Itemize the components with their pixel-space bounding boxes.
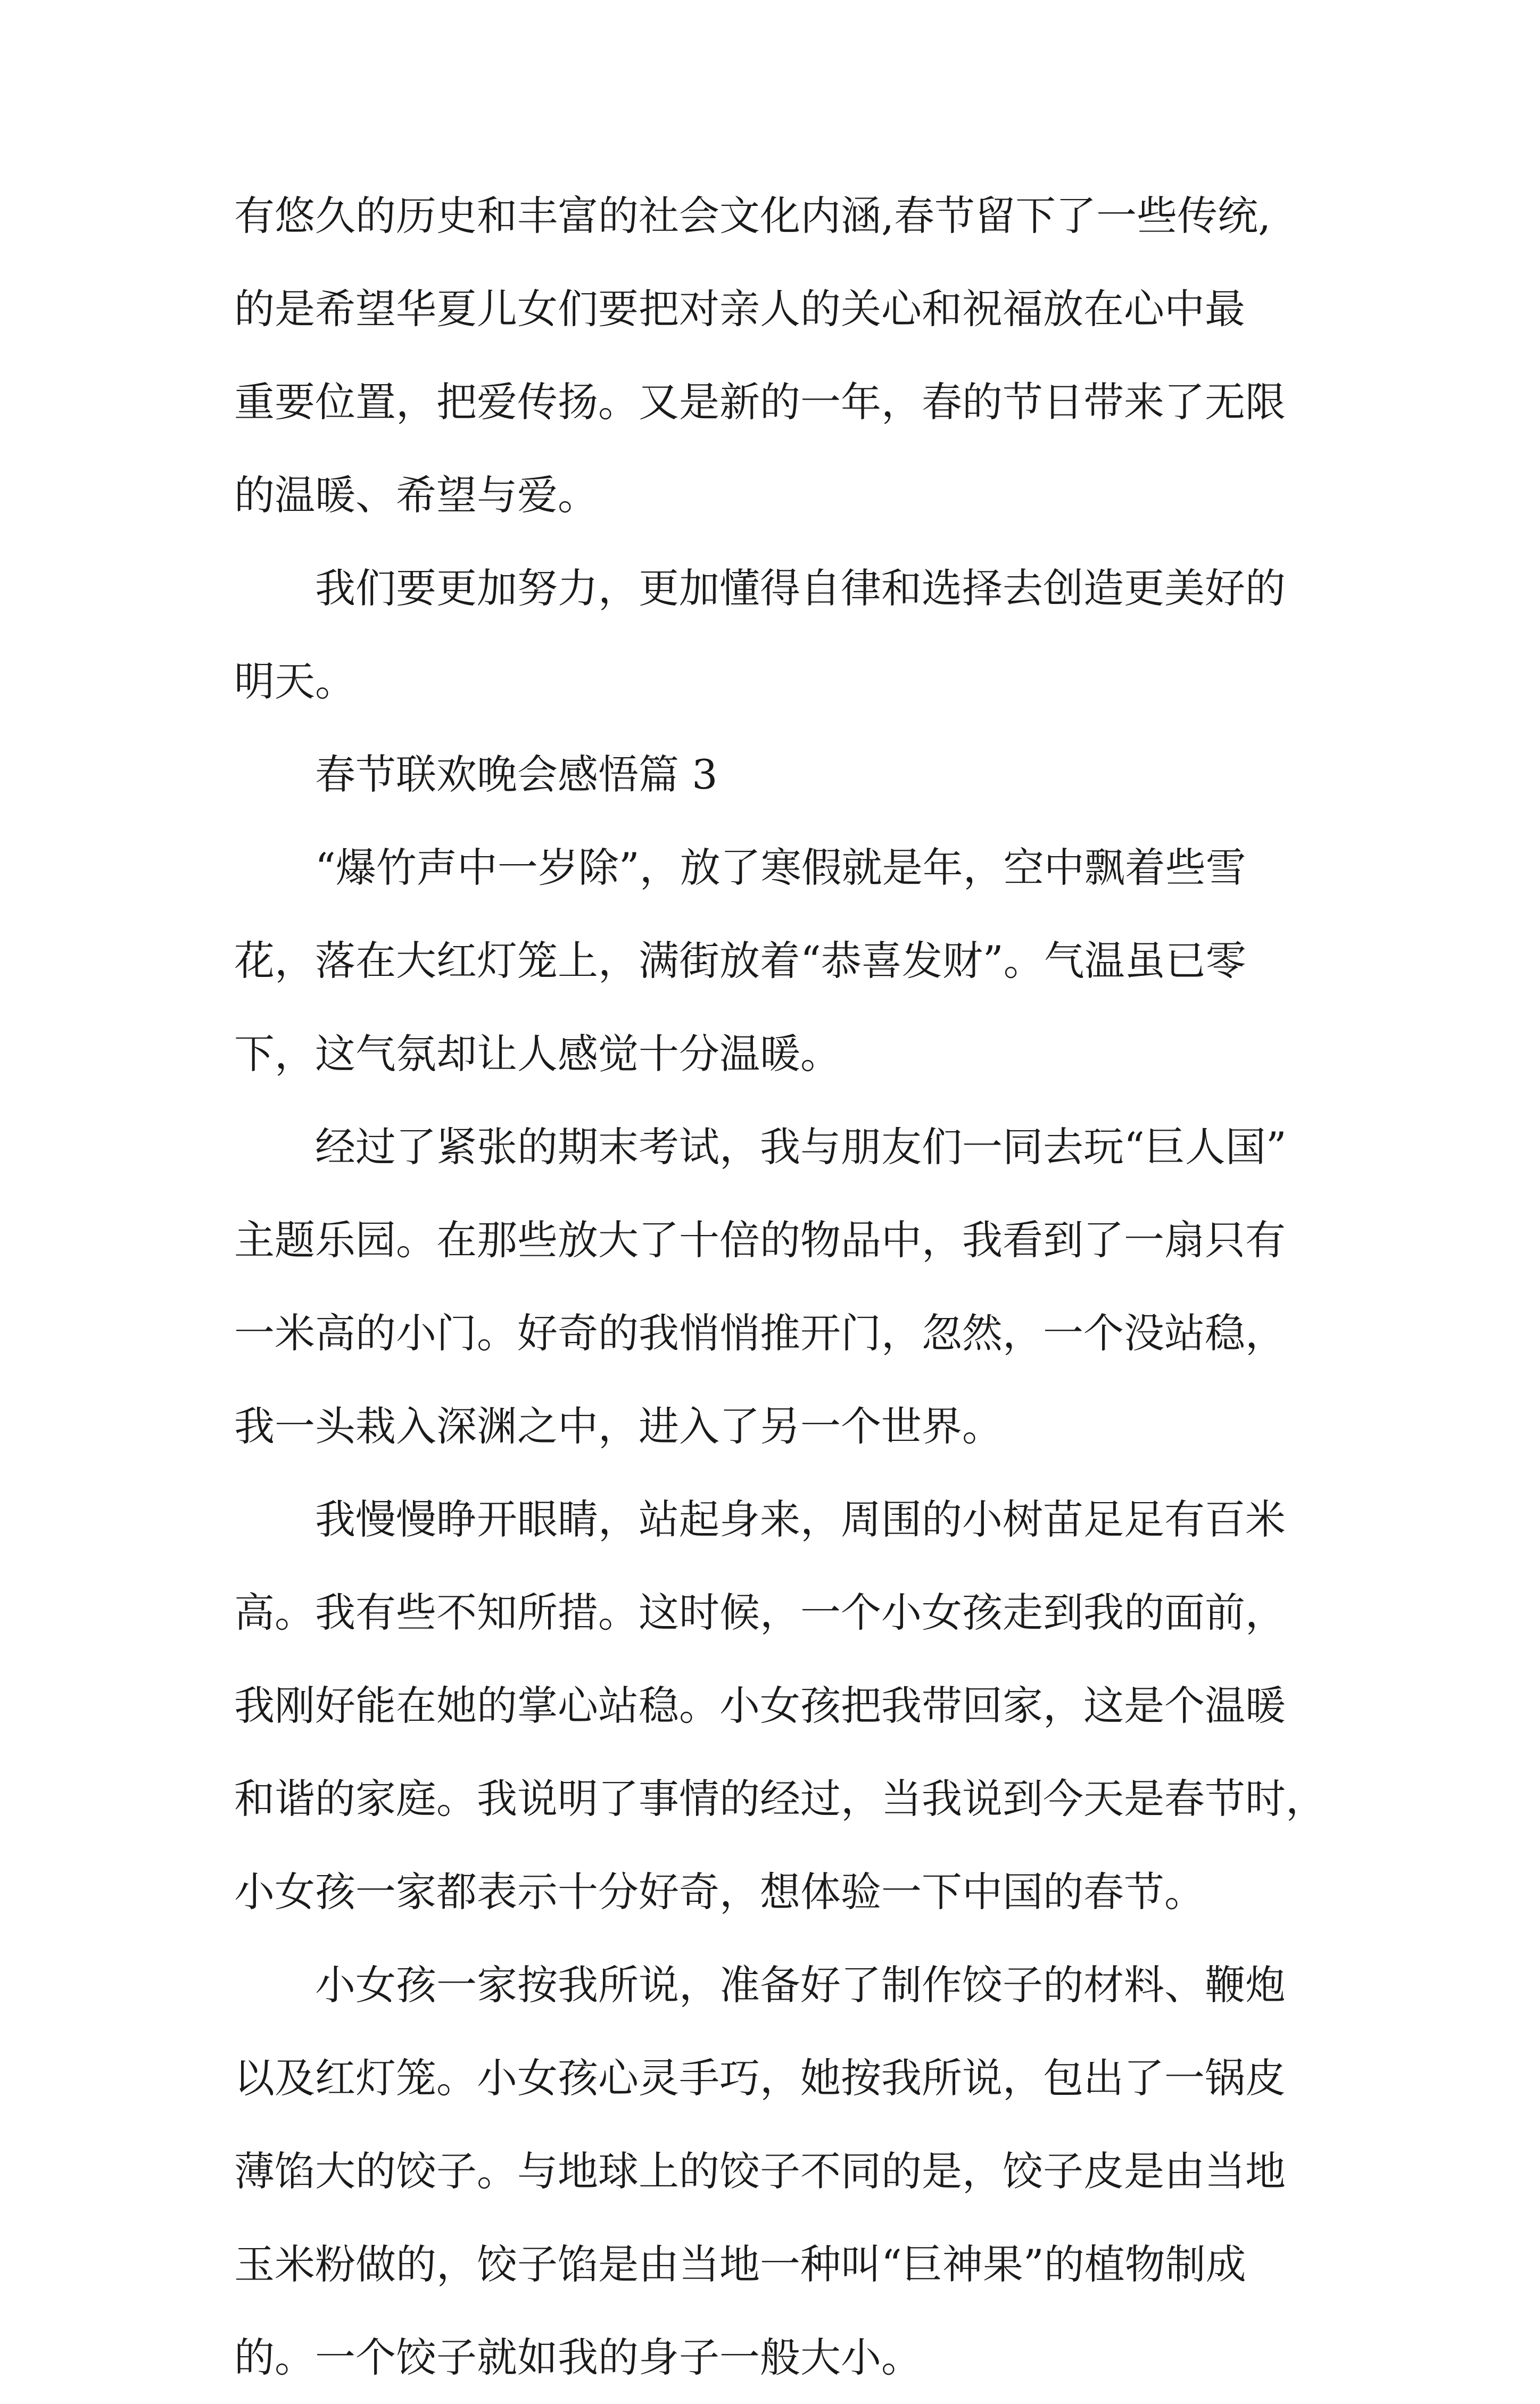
text-line: 薄馅大的饺子。与地球上的饺子不同的是，饺子皮是由当地 [234, 2148, 1286, 2195]
text-line: 玉米粉做的，饺子馅是由当地一种叫“巨神果”的植物制成 [234, 2241, 1246, 2288]
text-line: 以及红灯笼。小女孩心灵手巧，她按我所说，包出了一锅皮 [234, 2054, 1286, 2102]
text-line: 小女孩一家都表示十分好奇，想体验一下中国的春节。 [234, 1868, 1205, 1916]
section-heading: 春节联欢晚会感悟篇 3 [315, 751, 718, 798]
text-line: 和谐的家庭。我说明了事情的经过，当我说到今天是春节时， [234, 1775, 1326, 1822]
paragraph-first-line: “爆竹声中一岁除”，放了寒假就是年，空中飘着些雪 [315, 844, 1246, 891]
paragraph-first-line: 小女孩一家按我所说，准备好了制作饺子的材料、鞭炮 [315, 1961, 1286, 2009]
text-line: 一米高的小门。好奇的我悄悄推开门，忽然，一个没站稳， [234, 1309, 1286, 1357]
paragraph-first-line: 我慢慢睁开眼睛，站起身来，周围的小树苗足足有百米 [315, 1496, 1286, 1543]
text-line: 下，这气氛却让人感觉十分温暖。 [234, 1030, 841, 1077]
text-line: 的。一个饺子就如我的身子一般大小。 [234, 2334, 922, 2381]
text-line: 明天。 [234, 658, 355, 705]
text-line: 主题乐园。在那些放大了十倍的物品中，我看到了一扇只有 [234, 1216, 1286, 1264]
text-line: 高。我有些不知所措。这时候，一个小女孩走到我的面前， [234, 1589, 1286, 1636]
document-body [234, 169, 1357, 2404]
paragraph-first-line: 经过了紧张的期末考试，我与朋友们一同去玩“巨人国” [315, 1123, 1287, 1171]
text-line: 的是希望华夏儿女们要把对亲人的关心和祝福放在心中最 [234, 285, 1245, 333]
text-line: 我刚好能在她的掌心站稳。小女孩把我带回家，这是个温暖 [234, 1682, 1286, 1729]
text-line: 我一头栽入深渊之中，进入了另一个世界。 [234, 1403, 1003, 1450]
text-line: 重要位置，把爱传扬。又是新的一年，春的节日带来了无限 [234, 378, 1286, 426]
text-line: 有悠久的历史和丰富的社会文化内涵,春节留下了一些传统, [234, 192, 1271, 239]
paragraph-first-line: 我们要更加努力，更加懂得自律和选择去创造更美好的 [315, 565, 1286, 612]
text-line: 花，落在大红灯笼上，满街放着“恭喜发财”。气温虽已零 [234, 937, 1246, 984]
text-line: 的温暖、希望与爱。 [234, 471, 598, 519]
